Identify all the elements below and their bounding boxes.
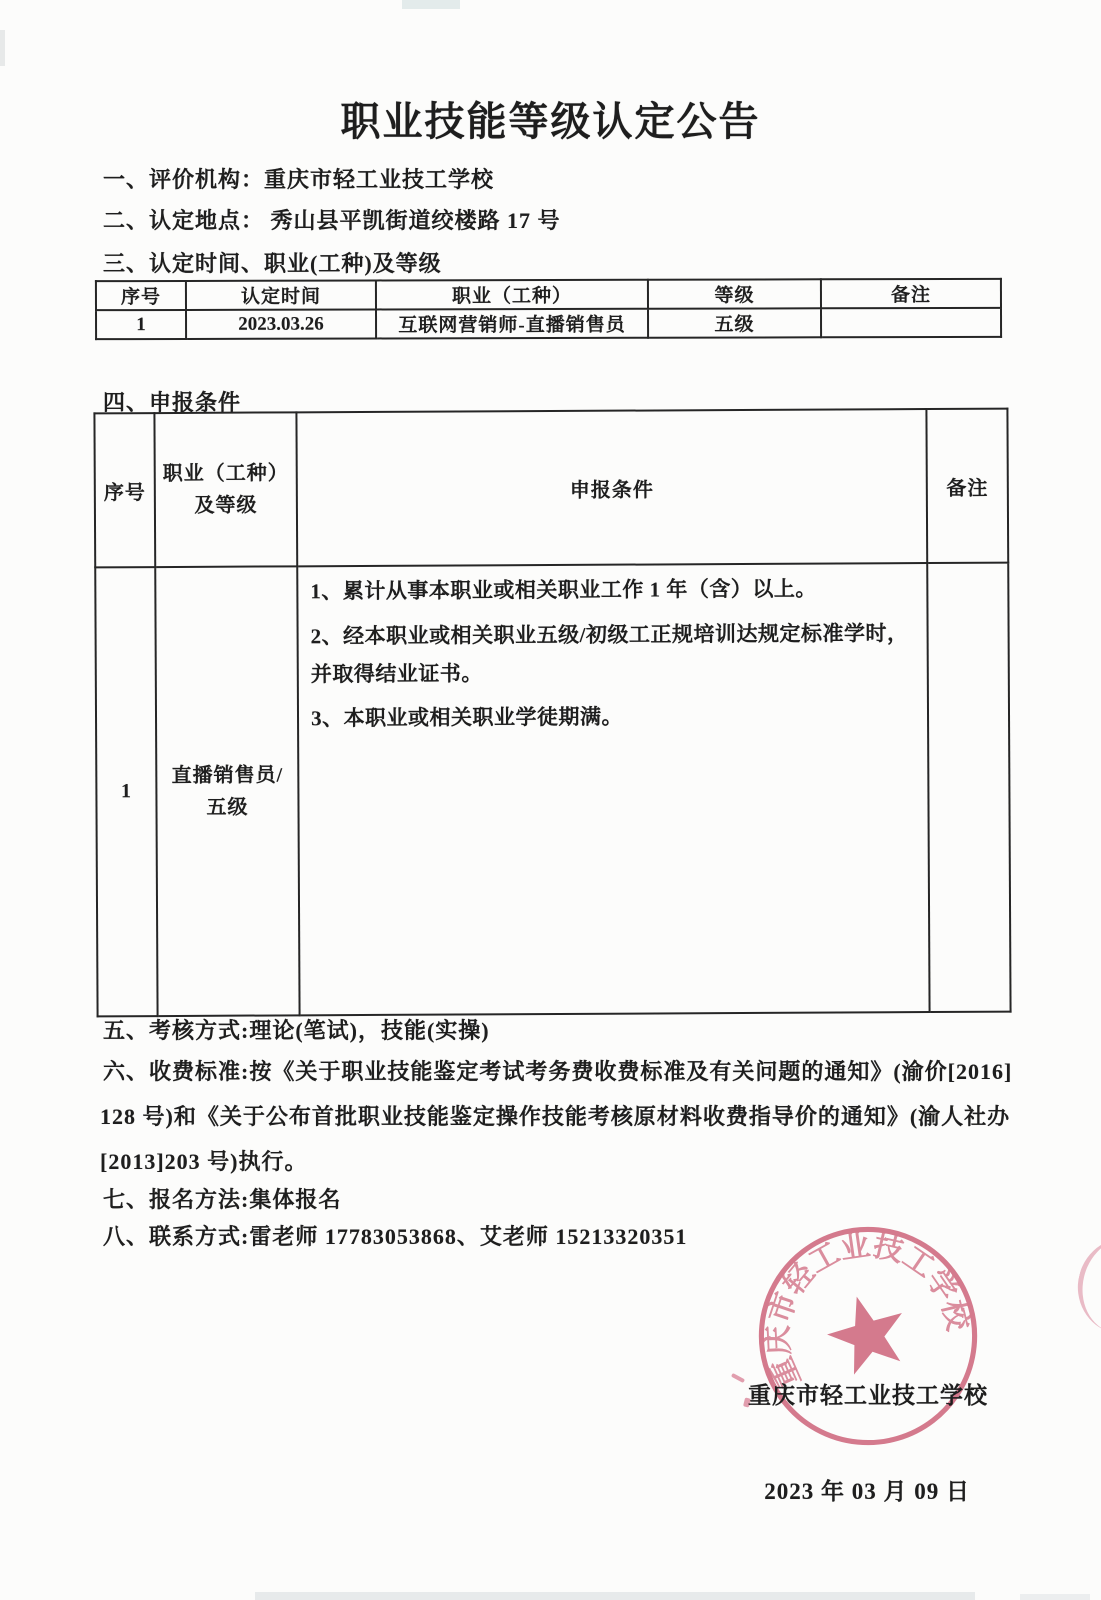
page-title: 职业技能等级认定公告 <box>340 99 761 144</box>
condition-item-2: 2、经本职业或相关职业五级/初级工正规培训达规定标准学时，并取得结业证书。 <box>310 620 909 686</box>
conditions-header-remark: 备注 <box>926 409 1008 563</box>
conditions-table <box>93 408 1011 1018</box>
conditions-cell-occupation-line1: 直播销售员/ <box>171 763 284 787</box>
schedule-cell-level: 五级 <box>648 308 821 337</box>
schedule-cell-no: 1 <box>96 310 186 339</box>
scan-artifact-bottom <box>255 1592 975 1600</box>
conditions-header-occupation-line1: 职业（工种） <box>162 462 289 486</box>
schedule-header-date: 认定时间 <box>186 280 376 309</box>
conditions-cell-occupation <box>155 566 299 1016</box>
seal-arc-text: 重庆市轻工业技工学校 <box>762 1230 974 1393</box>
section-assessment-method: 五、考核方式:理论(笔试)，技能(实操) <box>103 1018 490 1043</box>
schedule-table <box>95 278 1002 340</box>
section-contact-info: 八、联系方式:雷老师 17783053868、艾老师 15213320351 <box>103 1224 688 1249</box>
schedule-header-remark: 备注 <box>821 279 1001 308</box>
seal-partial-impression <box>1068 1228 1101 1343</box>
scan-artifact-left <box>0 30 5 66</box>
section-fees-line3: [2013]203 号)执行。 <box>100 1149 308 1174</box>
conditions-cell-occupation-line2: 五级 <box>206 796 249 819</box>
conditions-cell-remark <box>927 563 1010 1012</box>
schedule-cell-date: 2023.03.26 <box>186 309 376 338</box>
signature-date: 2023 年 03 月 09 日 <box>764 1479 970 1504</box>
schedule-cell-remark <box>821 308 1001 337</box>
section-fees-line2: 128 号)和《关于公布首批职业技能鉴定操作技能考核原材料收费指导价的通知》(渝人社办 <box>100 1104 1011 1129</box>
conditions-cell-no: 1 <box>95 567 157 1016</box>
schedule-data-row <box>96 308 1001 339</box>
scan-artifact-top <box>402 0 460 9</box>
signature-org: 重庆市轻工业技工学校 <box>748 1383 988 1408</box>
seal-ink-spot <box>731 1373 745 1383</box>
section-conditions-heading: 四、申报条件 <box>103 390 242 415</box>
schedule-header-row <box>96 279 1001 310</box>
conditions-data-row <box>95 563 1010 1017</box>
section-schedule-heading: 三、认定时间、职业(工种)及等级 <box>103 251 442 276</box>
condition-item-3: 3、本职业或相关职业学徒期满。 <box>310 705 624 731</box>
conditions-header-occupation-line2: 及等级 <box>194 494 258 517</box>
schedule-header-level: 等级 <box>648 279 821 308</box>
conditions-cell-list <box>297 563 929 1015</box>
schedule-cell-occupation: 互联网营销师-直播销售员 <box>376 309 648 339</box>
schedule-header-occupation: 职业（工种） <box>376 280 648 310</box>
conditions-header-conditions: 申报条件 <box>296 409 927 566</box>
conditions-header-row <box>94 409 1008 568</box>
conditions-header-occupation <box>154 412 297 567</box>
section-fees-line1: 六、收费标准:按《关于职业技能鉴定考试考务费收费标准及有关问题的通知》(渝价[2016] <box>103 1059 1013 1084</box>
signature-block <box>748 1325 988 1558</box>
scan-artifact-bottom-right <box>1020 1594 1090 1600</box>
section-location: 二、认定地点： 秀山县平凯街道绞楼路 17 号 <box>103 208 561 233</box>
schedule-header-no: 序号 <box>96 281 186 310</box>
condition-item-1: 1、累计从事本职业或相关职业工作 1 年（含）以上。 <box>310 576 817 604</box>
section-registration-method: 七、报名方法:集体报名 <box>103 1187 342 1212</box>
conditions-header-no: 序号 <box>94 413 155 567</box>
section-evaluation-org: 一、评价机构：重庆市轻工业技工学校 <box>103 167 495 192</box>
